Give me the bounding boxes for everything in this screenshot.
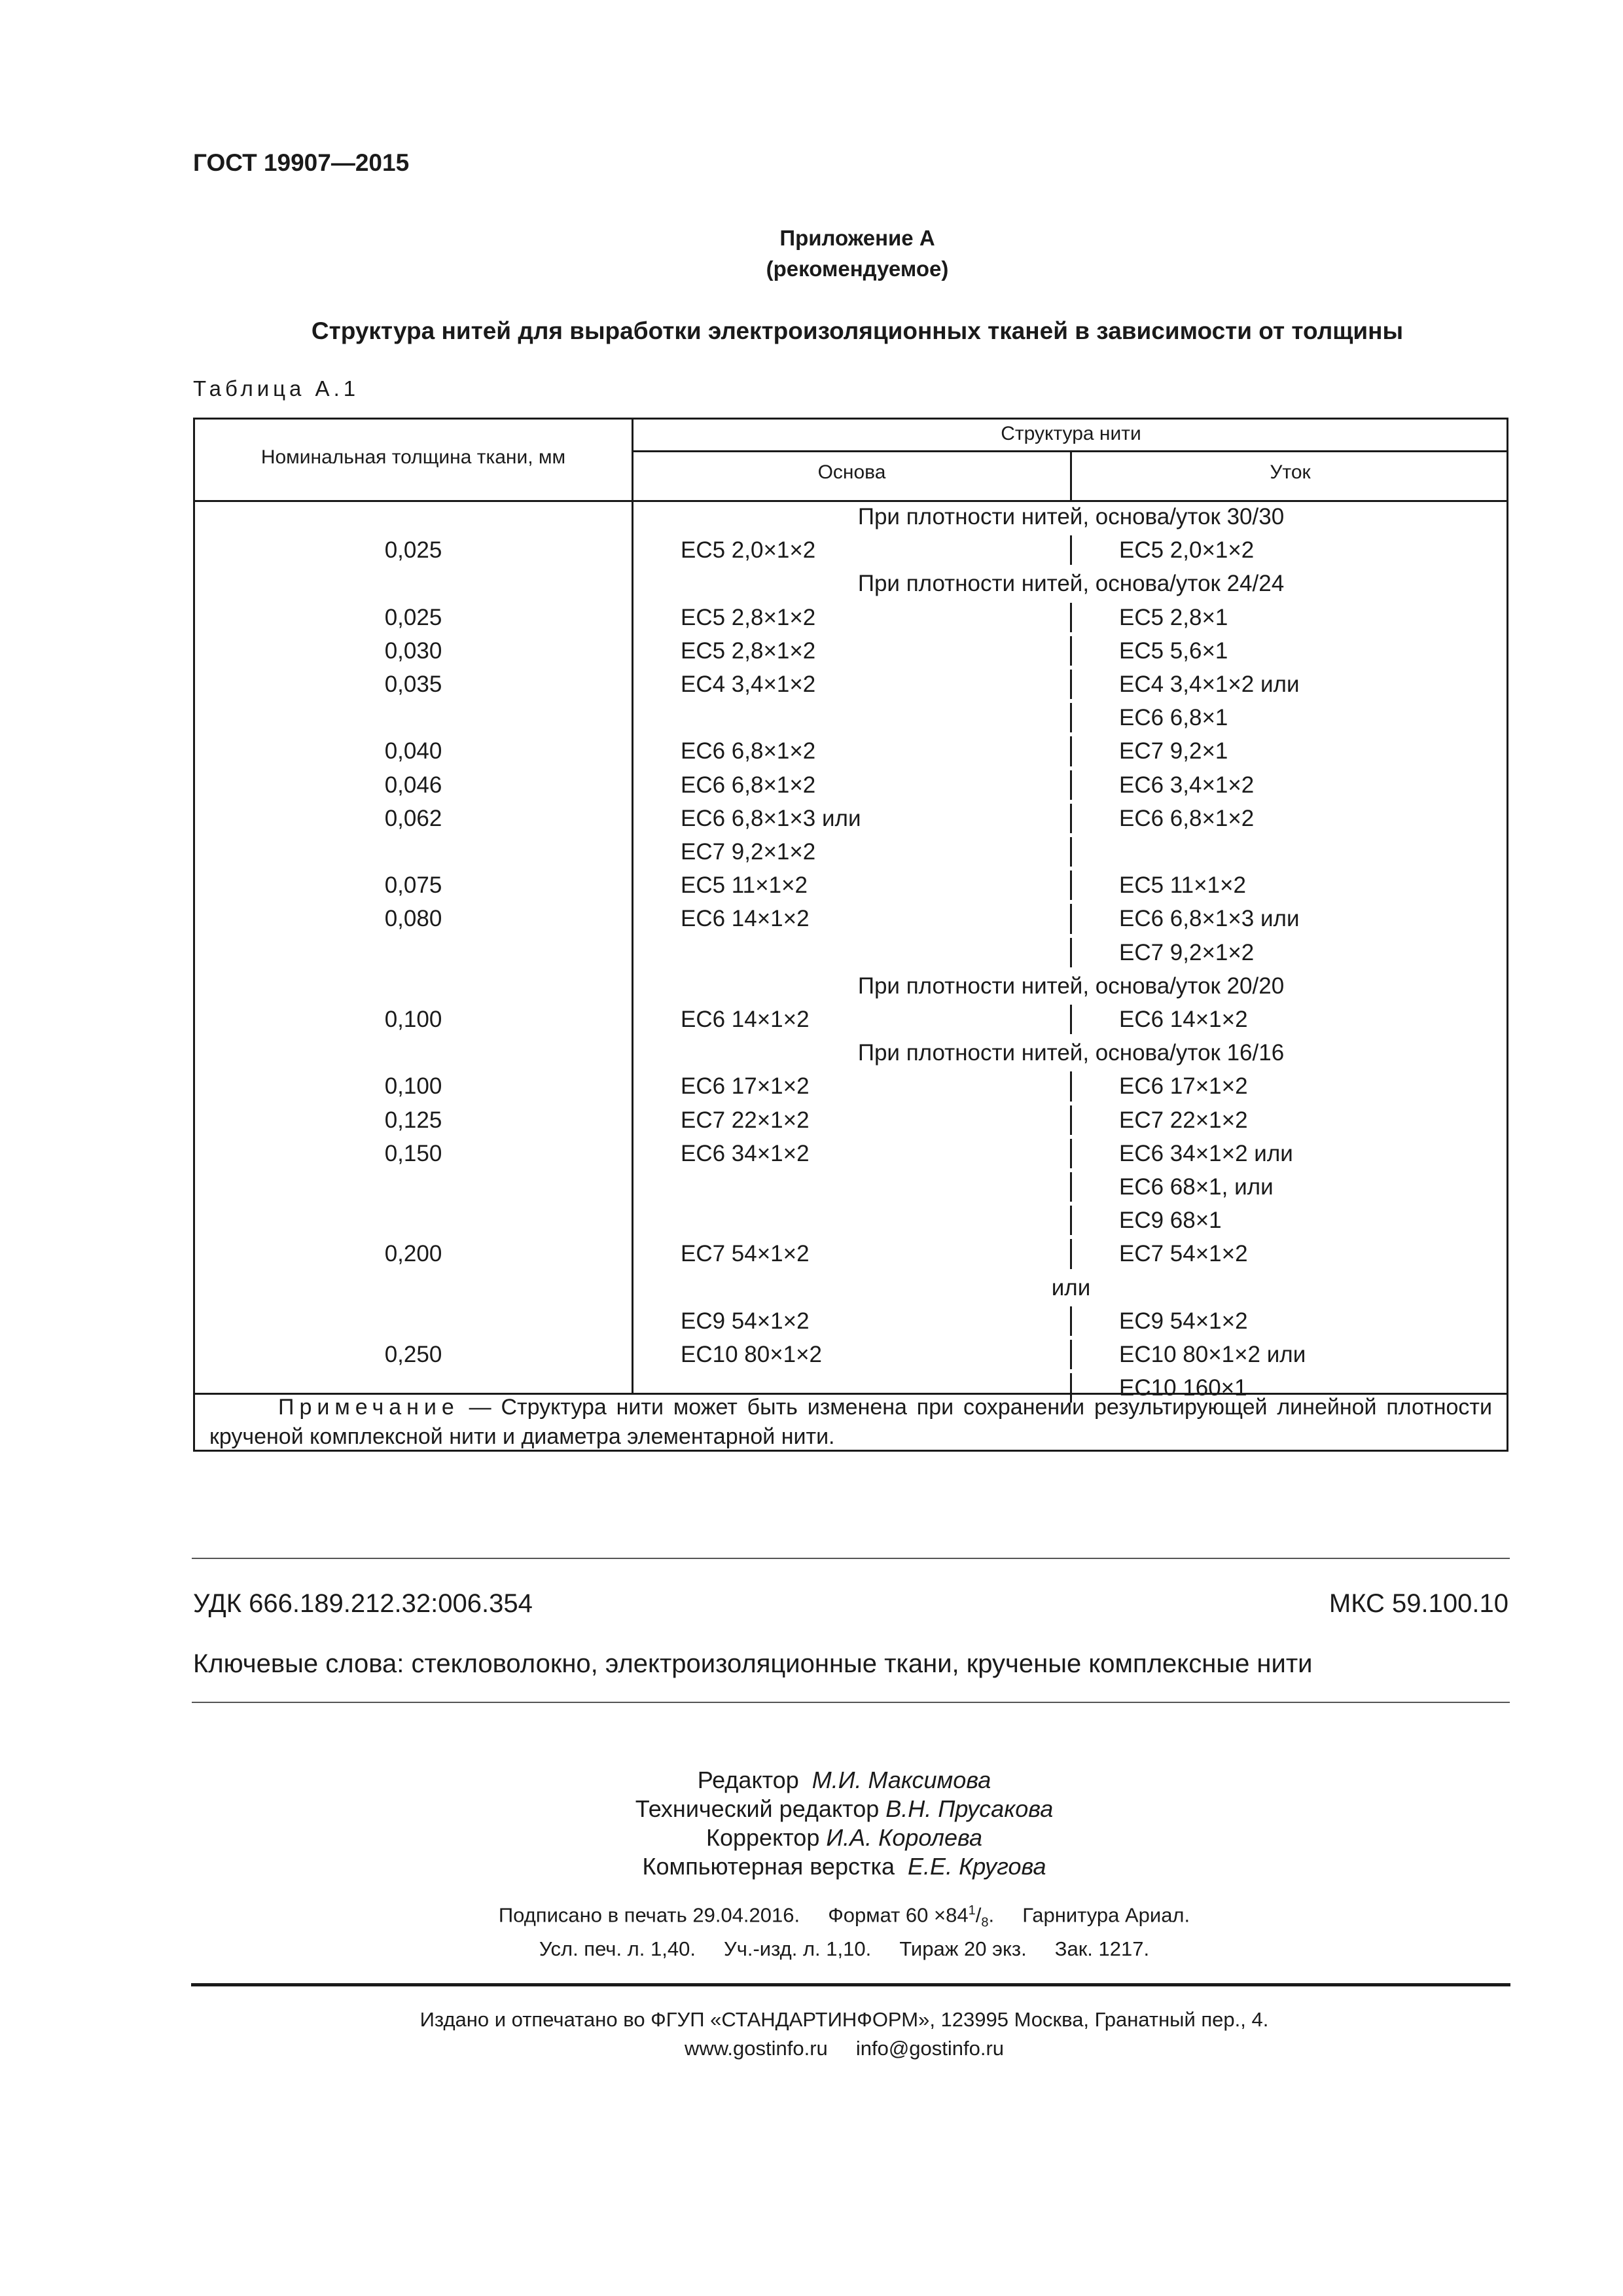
divider-bottom <box>192 1702 1510 1703</box>
column-divider-2-segment <box>1070 837 1072 867</box>
cell-warp: ЕС4 3,4×1×2 <box>681 672 816 697</box>
appendix-title: Приложение А <box>779 226 935 250</box>
density-group-row: При плотности нитей, основа/уток 24/24 <box>857 571 1285 597</box>
cell-weft: ЕС6 6,8×1×2 <box>1119 805 1255 831</box>
ics-code: МКС 59.100.10 <box>1329 1589 1508 1618</box>
imprint-rule <box>191 1983 1510 1986</box>
column-divider-2-segment <box>1070 1206 1072 1235</box>
cell-warp: ЕС5 2,8×1×2 <box>681 604 816 630</box>
publisher-line: Издано и отпечатано во ФГУП «СТАНДАРТИНФОРМ», 123995 Москва, Гранатный пер., 4. <box>419 2008 1269 2031</box>
cell-thickness: 0,025 <box>384 604 442 630</box>
cell-thickness: 0,100 <box>384 1073 442 1100</box>
cell-thickness: 0,075 <box>384 872 442 899</box>
cell-weft: ЕС6 6,8×1×3 или <box>1119 906 1300 932</box>
cell-weft: ЕС7 22×1×2 <box>1119 1107 1248 1133</box>
cell-warp: ЕС6 14×1×2 <box>681 1007 810 1032</box>
column-divider-2-segment <box>1070 535 1072 565</box>
cell-thickness: 0,250 <box>384 1342 442 1367</box>
email-link[interactable]: info@gostinfo.ru <box>855 2037 1005 2060</box>
publisher-contacts <box>0 2037 1623 2060</box>
section-heading: Структура нитей для выработки электроизоляционных тканей в зависимости от толщины <box>311 317 1404 344</box>
cell-thickness: 0,062 <box>384 805 442 831</box>
divider-top <box>192 1558 1510 1559</box>
cell-thickness: 0,040 <box>384 738 442 764</box>
cell-thickness: 0,080 <box>384 906 442 932</box>
cell-weft: ЕС5 11×1×2 <box>1119 872 1246 899</box>
cell-weft: ЕС6 68×1, или <box>1119 1174 1274 1200</box>
cell-weft: ЕС5 2,0×1×2 <box>1119 537 1255 564</box>
credit-editor: Редактор М.И. Максимова <box>697 1767 991 1793</box>
column-divider-2-segment <box>1070 1239 1072 1268</box>
column-divider-2-segment <box>1070 1139 1072 1168</box>
cell-weft: ЕС6 3,4×1×2 <box>1119 772 1255 798</box>
col-header-structure: Структура нити <box>1001 423 1141 444</box>
cell-warp: ЕС6 14×1×2 <box>681 906 810 932</box>
cell-weft: ЕС6 34×1×2 или <box>1119 1140 1293 1166</box>
column-divider-2-segment <box>1070 636 1072 666</box>
cell-weft: ЕС6 14×1×2 <box>1119 1007 1248 1032</box>
cell-thickness: 0,125 <box>384 1107 442 1133</box>
column-divider-2-segment <box>1070 703 1072 732</box>
credit-proofreader: Корректор И.А. Королева <box>706 1824 982 1851</box>
cell-warp: ЕС7 9,2×1×2 <box>681 839 816 865</box>
cell-warp: ЕС5 2,8×1×2 <box>681 637 816 664</box>
column-divider-2-segment <box>1070 1172 1072 1202</box>
cell-warp: ЕС5 11×1×2 <box>681 872 808 899</box>
cell-weft: ЕС6 6,8×1 <box>1119 705 1228 731</box>
cell-weft: ЕС7 9,2×1 <box>1119 738 1228 764</box>
cell-weft: ЕС6 17×1×2 <box>1119 1073 1248 1100</box>
print-details-line2: Усл. печ. л. 1,40. Уч.-изд. л. 1,10. Тираж 20 экз. Зак. 1217. <box>539 1937 1150 1960</box>
cell-warp: ЕС5 2,0×1×2 <box>681 537 816 564</box>
cell-weft: ЕС10 160×1 <box>1119 1375 1247 1401</box>
density-group-row: При плотности нитей, основа/уток 30/30 <box>857 504 1285 529</box>
density-group-row: При плотности нитей, основа/уток 16/16 <box>857 1040 1285 1066</box>
column-divider-2-segment <box>1070 1340 1072 1369</box>
cell-warp: ЕС6 34×1×2 <box>681 1140 810 1166</box>
credit-tech-editor: Технический редактор В.Н. Прусакова <box>635 1795 1054 1822</box>
col-header-thickness: Номинальная толщина ткани, мм <box>260 446 566 468</box>
cell-warp: ЕС6 17×1×2 <box>681 1073 810 1100</box>
cell-weft: ЕС9 54×1×2 <box>1119 1308 1248 1334</box>
cell-thickness: 0,100 <box>384 1007 442 1032</box>
website-link[interactable]: www.gostinfo.ru <box>684 2037 828 2060</box>
cell-thickness: 0,025 <box>384 537 442 564</box>
column-divider-2-segment <box>1070 804 1072 833</box>
column-divider-2-segment <box>1070 670 1072 699</box>
column-divider-2-segment <box>1070 1071 1072 1101</box>
table-note <box>209 1393 1492 1452</box>
print-details-line1: Подписано в печать 29.04.2016. Формат $60 \times 84^1/_8$. Гарнитура Ариал. <box>498 1903 1190 1930</box>
cell-weft: ЕС5 2,8×1 <box>1119 604 1228 630</box>
note-label: Примечание <box>278 1395 459 1420</box>
cell-thickness: 0,030 <box>384 637 442 664</box>
cell-weft: ЕС10 80×1×2 или <box>1119 1342 1306 1367</box>
cell-warp: ЕС7 22×1×2 <box>681 1107 810 1133</box>
column-divider-2-segment <box>1070 736 1072 766</box>
table-label: Таблица А.1 <box>193 376 360 401</box>
appendix-status: (рекомендуемое) <box>766 257 949 281</box>
col-header-weft: Уток <box>1270 461 1311 483</box>
cell-warp: ЕС7 54×1×2 <box>681 1241 810 1267</box>
column-divider-2-segment <box>1070 870 1072 900</box>
cell-thickness: 0,200 <box>384 1241 442 1267</box>
cell-thickness: 0,035 <box>384 672 442 697</box>
cell-weft: ЕС9 68×1 <box>1119 1208 1222 1234</box>
cell-warp: ЕС6 6,8×1×2 <box>681 738 816 764</box>
udc-code: УДК 666.189.212.32:006.354 <box>193 1589 533 1618</box>
cell-warp: ЕС6 6,8×1×3 или <box>681 805 861 831</box>
column-divider-2-segment <box>1070 1306 1072 1336</box>
cell-warp: ЕС6 6,8×1×2 <box>681 772 816 798</box>
density-group-row: При плотности нитей, основа/уток 20/20 <box>857 973 1285 999</box>
column-divider-2-segment <box>1070 1005 1072 1034</box>
cell-weft: ЕС7 54×1×2 <box>1119 1241 1248 1267</box>
cell-warp: ЕС9 54×1×2 <box>681 1308 810 1334</box>
column-divider-2-segment <box>1070 904 1072 933</box>
cell-weft: ЕС4 3,4×1×2 или <box>1119 672 1300 697</box>
document-code: ГОСТ 19907—2015 <box>193 149 410 176</box>
column-divider-2-segment <box>1070 1105 1072 1135</box>
cell-weft: ЕС7 9,2×1×2 <box>1119 939 1255 965</box>
column-divider-1 <box>632 418 633 1393</box>
col-header-warp: Основа <box>817 461 886 483</box>
density-group-row: или <box>1051 1274 1091 1300</box>
column-divider-2-segment <box>1070 938 1072 967</box>
column-divider-2-segment <box>1070 770 1072 800</box>
note-text: — Структура нити может быть изменена при сохранении результирующей линейной плотности крученой комплексной нити и диаметра элементарной нити. <box>209 1395 1492 1449</box>
cell-warp: ЕС10 80×1×2 <box>681 1342 823 1367</box>
column-divider-2-segment <box>1070 603 1072 632</box>
cell-weft: ЕС5 5,6×1 <box>1119 637 1228 664</box>
credits <box>0 1766 1623 1881</box>
cell-thickness: 0,046 <box>384 772 442 798</box>
keywords: Ключевые слова: стекловолокно, электроизоляционные ткани, крученые комплексные нити <box>193 1649 1313 1678</box>
cell-thickness: 0,150 <box>384 1140 442 1166</box>
credit-layout: Компьютерная верстка Е.Е. Кругова <box>642 1853 1046 1880</box>
